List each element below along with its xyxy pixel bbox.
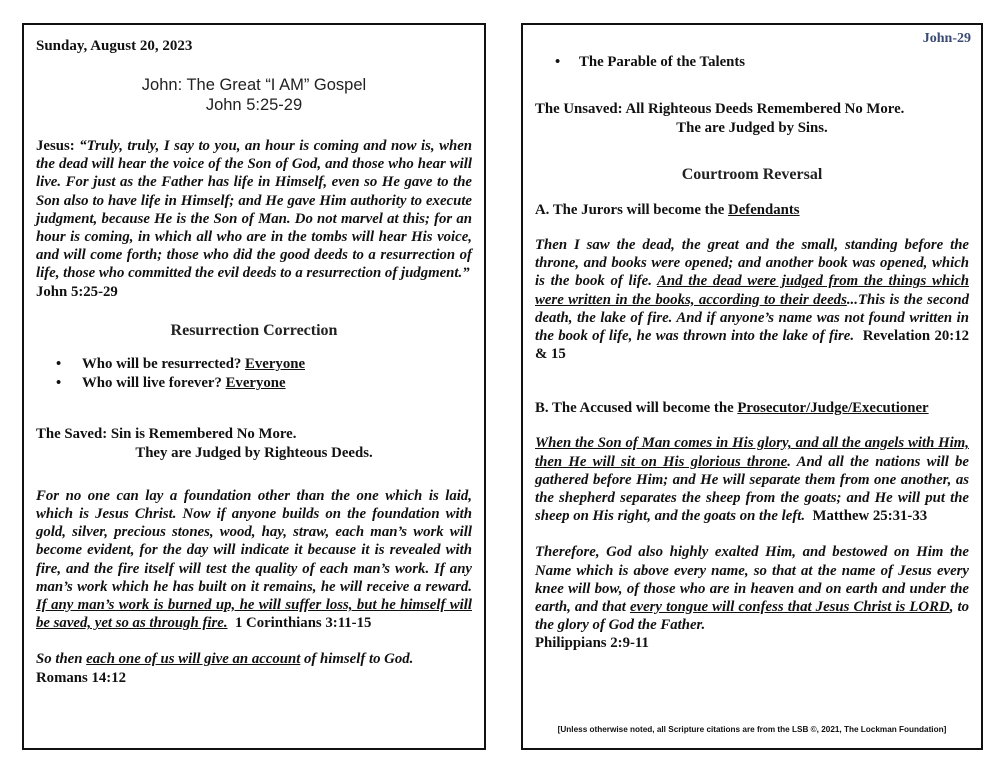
passage-underlined: And the dead were judged from the things which were written in the books, according to their deeds (535, 273, 969, 308)
passage-text: Then I saw the dead, the great and the small, standing before the throne, and books were opened; and another book was opened, which is the book of life. (535, 237, 969, 290)
passage-underlined: When the Son of Man comes in His glory, and all the angels with Him, then He will sit on His glorious throne (535, 435, 969, 470)
list-item: • The Parable of the Talents (535, 53, 969, 72)
point-b-label: B. The Accused will become the (535, 400, 738, 417)
passage-text: For no one can lay a foundation other than the one which is laid, which is Jesus Christ. Now if anyone builds on the foundation with gold, silver, precious stones, wood, hay, straw, each man’s work will become evident, for the day will indicate it because it is revealed with fire, and the fire itself will test the quality of each man’s work. If any man’s work which he has built on it remains, he will receive a reward. (36, 487, 472, 595)
point-a-label: A. The Jurors will become the (535, 202, 729, 218)
bullet-answer: Everyone (245, 355, 306, 372)
passage-reference: Philippians 2:9-11 (535, 635, 649, 652)
point-a-underlined: Defendants (728, 202, 800, 218)
saved-heading: The Saved: Sin is Remembered No More. (36, 425, 297, 442)
passage-text: ...This is the second death, the lake of fire. And if anyone’s name was not found written in the book of life, he was thrown into the lake of fire. (535, 291, 969, 345)
point-b-heading (535, 399, 969, 418)
corinthians-passage (36, 487, 472, 633)
bullet-question: Who will live forever? (82, 374, 226, 391)
quote-text: “Truly, truly, I say to you, an hour is coming and now is, when the dead will hear the voice of the Son of God, and those who hear will live. For just as the Father has life in Himself, even so He gave to the Son also to have life in Himself; and He gave Him authority to execute judgment, because He is the Son of Man. Do not marvel at this; for an hour is coming, in which all who are in the tombs will hear His voice, and will come forth; those who did the good deeds to a resurrection of life, those who committed the evil deeds to a resurrection of judgment.” (36, 138, 472, 282)
philippians-passage (535, 543, 969, 634)
passage-reference: Revelation 20:12 & 15 (535, 328, 969, 363)
revelation-passage (535, 236, 969, 363)
point-b-underlined: Prosecutor/Judge/Executioner (737, 400, 929, 417)
passage-text: . And all the nations will be gathered before Him; and He will separate them from one another, as the shepherd separates the sheep from the goats; and He will put the sheep on His right, and the goats on the left. (535, 453, 969, 525)
bullet-question: Who will be resurrected? (82, 355, 246, 372)
section-heading-resurrection: Resurrection Correction (170, 321, 338, 339)
quote-speaker: Jesus: (36, 138, 80, 154)
saved-subheading: They are Judged by Righteous Deeds. (135, 444, 373, 461)
page-title-reference: John 5:25-29 (205, 96, 303, 114)
passage-text: , to the glory of God the Father. (535, 599, 969, 634)
matthew-passage (535, 434, 969, 525)
scripture-quote (36, 137, 472, 283)
page-title: John: The Great “I AM” Gospel (141, 76, 367, 94)
passage-reference: 1 Corinthians 3:11-15 (234, 615, 372, 632)
bullet-list (535, 53, 969, 72)
quote-reference: John 5:25-29 (36, 283, 118, 300)
passage-text: Therefore, God also highly exalted Him, and bestowed on Him the Name which is above every name, so that at the name of Jesus every knee will bow, of those who are in heaven and on earth and under the earth, and that (535, 544, 969, 616)
unsaved-heading: The Unsaved: All Righteous Deeds Remembered No More. (535, 101, 905, 117)
page-number-tag: John-29 (922, 31, 971, 46)
bullet-answer: Everyone (225, 374, 286, 391)
list-item (36, 355, 472, 374)
point-a-heading (535, 201, 969, 220)
left-page (22, 23, 486, 750)
bullet-list (36, 355, 472, 393)
passage-text: of himself to God. (300, 651, 414, 668)
list-item (36, 374, 472, 393)
passage-underlined: each one of us will give an account (86, 651, 301, 668)
section-heading-courtroom: Courtroom Reversal (681, 166, 823, 183)
right-page (521, 23, 983, 750)
passage-reference: Matthew 25:31-33 (812, 508, 928, 525)
citation-footnote: [Unless otherwise noted, all Scripture citations are from the LSB ©, 2021, The Lockman Foundation] (557, 725, 947, 734)
unsaved-subheading: The are Judged by Sins. (676, 120, 828, 136)
romans-passage (36, 650, 472, 668)
passage-text: So then (36, 651, 87, 668)
passage-underlined: every tongue will confess that Jesus Christ is LORD (629, 599, 950, 616)
date: Sunday, August 20, 2023 (36, 38, 193, 54)
passage-reference: Romans 14:12 (36, 669, 127, 686)
passage-underlined: If any man’s work is burned up, he will suffer loss, but he himself will be saved, yet so as through fire. (36, 597, 472, 632)
